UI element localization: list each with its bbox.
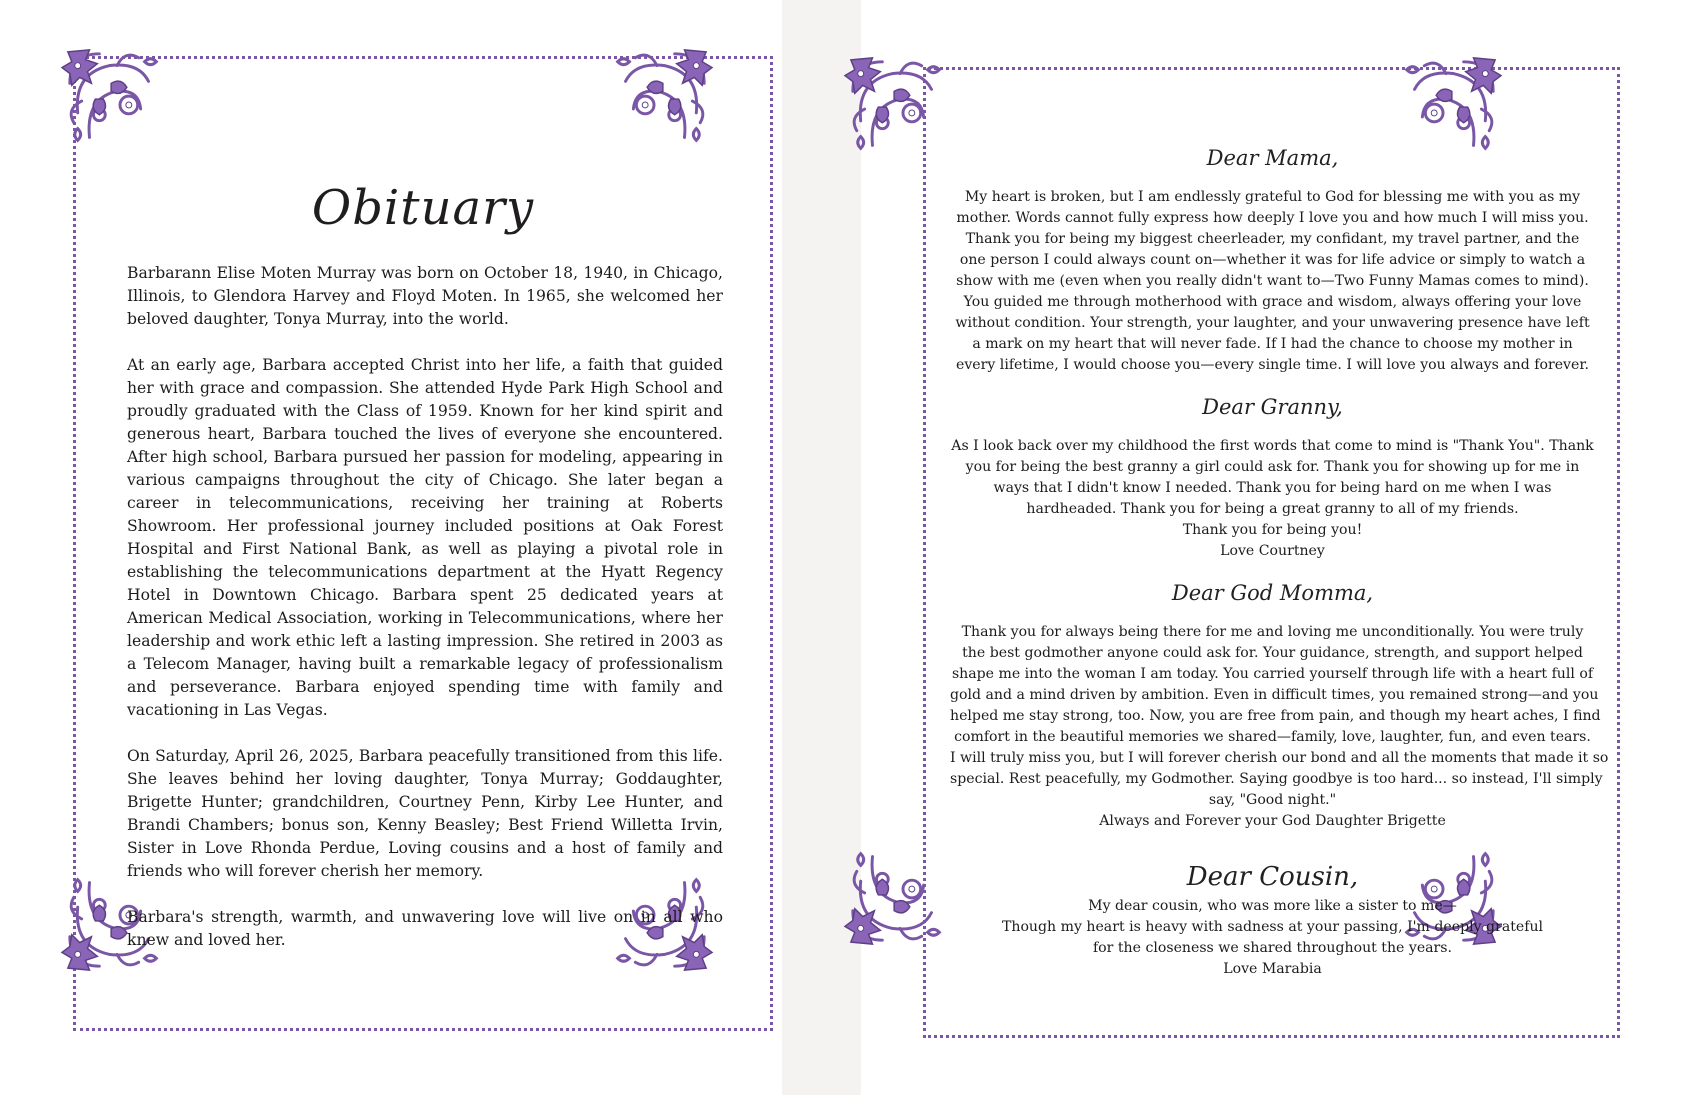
letter-line: Though my heart is heavy with sadness at your passing, I'm deeply grateful (1001, 919, 1544, 935)
letter-line: ways that I didn't know I needed. Thank you for being hard on me when I was (993, 480, 1552, 496)
letter-line: say, "Good night." (1208, 792, 1337, 808)
ornament-corner-top-left-icon (60, 44, 178, 162)
letter-salutation: Dear Granny, (1202, 395, 1343, 419)
obituary-paragraph: Barbarann Elise Moten Murray was born on October 18, 1940, in Chicago, Illinois, to Glendora Harvey and Floyd Moten. In 1965, she welcomed her beloved daughter, Tonya Murray, into the world. (127, 264, 723, 328)
letter-line: You guided me through motherhood with grace and wisdom, always offering your love (963, 294, 1582, 310)
letter-dear-granny (950, 394, 1595, 562)
letter-line: mother. Words cannot fully express how deeply I love you and how much I will miss you. (956, 210, 1589, 226)
letter-line: gold and a mind driven by ambition. Even in difficult times, you remained strong—and you (950, 687, 1599, 703)
ornament-corner-bottom-left-icon (843, 832, 961, 950)
letter-line: special. Rest peacefully, my Godmother. Saying goodbye is too hard... so instead, I'll simply (950, 771, 1603, 787)
letter-line: Love Marabia (1223, 961, 1322, 977)
letter-line: Love Courtney (1220, 543, 1325, 559)
letter-dear-mama (950, 145, 1595, 376)
letter-line: Thank you for being you! (1182, 522, 1363, 538)
letter-line: My heart is broken, but I am endlessly grateful to God for blessing me with you as my (964, 189, 1581, 205)
letter-line: without condition. Your strength, your laughter, and your unwavering presence have left (955, 315, 1590, 331)
letter-body (950, 436, 1595, 562)
tribute-letters (950, 145, 1609, 998)
letter-line: shape me into the woman I am today. You carried yourself through life with a heart full of (951, 666, 1594, 682)
letter-body (950, 896, 1595, 980)
letter-line: As I look back over my childhood the first words that come to mind is "Thank You". Thank (951, 438, 1594, 454)
letter-body (950, 187, 1595, 376)
letter-line: helped me stay strong, too. Now, you are free from pain, and though my heart aches, I find (950, 708, 1601, 724)
letter-salutation: Dear God Momma, (1171, 581, 1374, 605)
letter-salutation: Dear Cousin, (1186, 862, 1359, 892)
ornament-corner-top-right-icon (596, 44, 714, 162)
letter-line: comfort in the beautiful memories we shared—family, love, laughter, fun, and even tears. (954, 729, 1591, 745)
letter-line: Thank you for always being there for me and loving me unconditionally. You were truly (961, 624, 1584, 640)
letter-line: show with me (even when you really didn't want to—Two Funny Mamas comes to mind). (956, 273, 1589, 289)
obituary-paragraph: At an early age, Barbara accepted Christ into her life, a faith that guided her with grace and compassion. She attended Hyde Park High School and proudly graduated with the Class of 1959. Known for her kind spirit and generous heart, Barbara touched the lives of everyone she encountered. After high school, Barbara pursued her passion for modeling, appearing in various campaigns throughout the city of Chicago. She later began a career in telecommunications, receiving her training at Roberts Showroom. Her professional journey included positions at Oak Forest Hospital and First National Bank, as well as playing a pivotal role in establishing the telecommunications department at the Hyatt Regency Hotel in Downtown Chicago. Barbara spent 25 dedicated years at American Medical Association, working in Telecommunications, where her leadership and work ethic left a lasting impression. She retired in 2003 as a Telecom Manager, having built a remarkable legacy of professionalism and perseverance. Barbara enjoyed spending time with family and vacationing in Las Vegas. (127, 356, 723, 719)
letter-line: every lifetime, I would choose you—every single time. I will love you always and forever. (955, 357, 1590, 373)
letter-line: Always and Forever your God Daughter Brigette (1099, 813, 1446, 829)
letter-dear-god-momma (950, 580, 1609, 832)
ornament-corner-top-left-icon (843, 52, 961, 170)
letter-body (950, 622, 1609, 832)
letter-line: for the closeness we shared throughout the years. (1092, 940, 1453, 956)
letter-salutation: Dear Mama, (1206, 146, 1339, 170)
letter-line: you for being the best granny a girl could ask for. Thank you for showing up for me in (965, 459, 1580, 475)
letter-line: My dear cousin, who was more like a sister to me— (1088, 898, 1457, 914)
obituary-paragraph: Barbara's strength, warmth, and unwavering love will live on in all who knew and loved her. (127, 908, 723, 949)
letter-line: I will truly miss you, but I will forever cherish our bond and all the moments that made it so (950, 750, 1609, 766)
obituary-body (127, 262, 723, 975)
letter-line: hardheaded. Thank you for being a great granny to all of my friends. (1026, 501, 1519, 517)
letter-line: the best godmother anyone could ask for. Your guidance, strength, and support helped (962, 645, 1583, 661)
obituary-paragraph: On Saturday, April 26, 2025, Barbara peacefully transitioned from this life. She leaves behind her loving daughter, Tonya Murray; Goddaughter, Brigette Hunter; grandchildren, Courtney Penn, Kirby Lee Hunter, and Brandi Chambers; bonus son, Kenny Beasley; Best Friend Willetta Irvin, Sister in Love Rhonda Perdue, Loving cousins and a host of family and friends who will forever cherish her memory. (127, 747, 723, 880)
obituary-title: Obituary (311, 180, 535, 236)
letter-line: one person I could always count on—whether it was for life advice or simply to watch a (959, 252, 1586, 268)
letter-dear-cousin (950, 862, 1595, 980)
letter-line: Thank you for being my biggest cheerleader, my confidant, my travel partner, and the (965, 231, 1580, 247)
letter-line: a mark on my heart that will never fade. If I had the chance to choose my mother in (972, 336, 1573, 352)
